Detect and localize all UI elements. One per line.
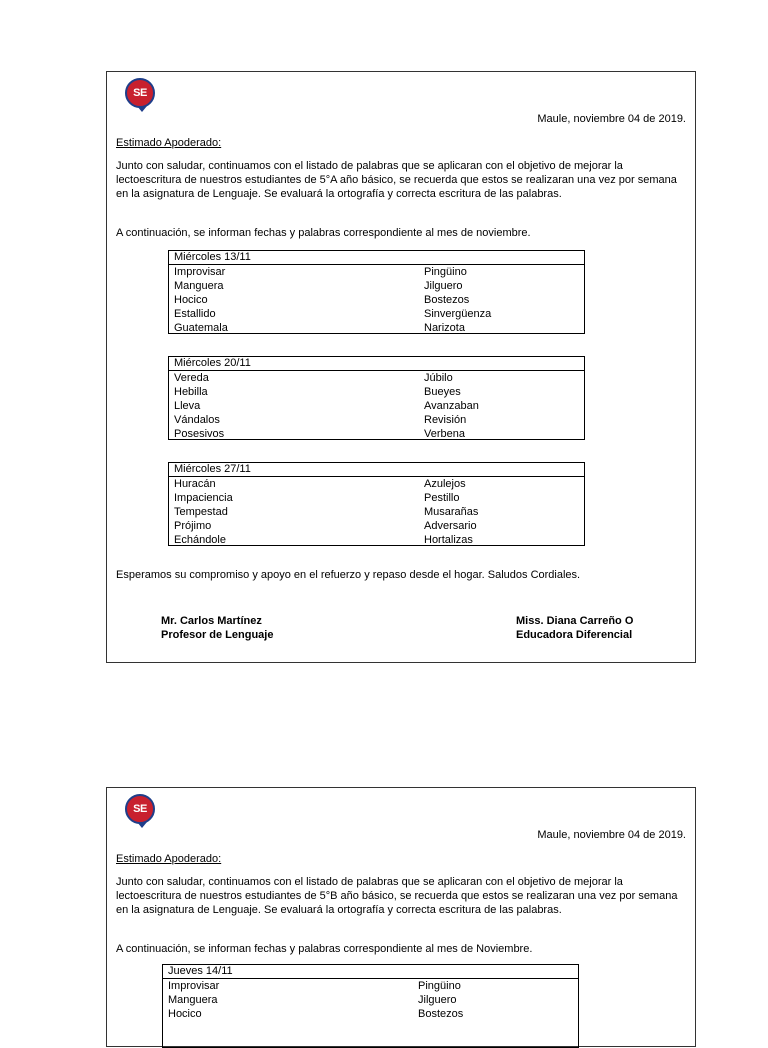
word: Manguera	[174, 280, 224, 292]
table-row	[169, 321, 584, 335]
table-header: Jueves 14/11	[163, 965, 578, 979]
word: Bostezos	[424, 294, 470, 306]
signature-role: Profesor de Lenguaje	[161, 629, 274, 641]
word: Echándole	[174, 534, 226, 546]
word: Lleva	[174, 400, 201, 412]
letter-date: Maule, noviembre 04 de 2019.	[537, 113, 686, 125]
table-header: Miércoles 13/11	[169, 251, 584, 265]
word: Estallido	[174, 308, 216, 320]
signature-right	[516, 614, 633, 642]
word-table	[168, 462, 585, 546]
word: Narizota	[424, 322, 465, 334]
table-row	[169, 399, 584, 413]
closing-text: Esperamos su compromiso y apoyo en el refuerzo y repaso desde el hogar. Saludos Cordiales.	[116, 569, 581, 581]
word: Improvisar	[168, 980, 220, 992]
word: Jilguero	[418, 994, 457, 1006]
word: Azulejos	[424, 478, 466, 490]
letter-date: Maule, noviembre 04 de 2019.	[537, 829, 686, 841]
word: Improvisar	[174, 266, 226, 278]
table-row	[169, 519, 584, 533]
table-row	[163, 993, 578, 1007]
letter-card-5b	[106, 787, 696, 1047]
word: Revisión	[424, 414, 467, 426]
word: Bostezos	[418, 1008, 464, 1020]
greeting: Estimado Apoderado:	[116, 853, 222, 865]
signature-name: Miss. Diana Carreño O	[516, 615, 634, 627]
word: Sinvergüenza	[424, 308, 492, 320]
word: Pestillo	[424, 492, 460, 504]
info-paragraph: A continuación, se informan fechas y palabras correspondiente al mes de Noviembre.	[116, 943, 533, 955]
word: Vándalos	[174, 414, 220, 426]
word: Pingüino	[424, 266, 467, 278]
word: Musarañas	[424, 506, 479, 518]
word: Hocico	[174, 294, 208, 306]
info-paragraph: A continuación, se informan fechas y palabras correspondiente al mes de noviembre.	[116, 227, 531, 239]
word: Impaciencia	[174, 492, 233, 504]
signature-name: Mr. Carlos Martínez	[161, 615, 262, 627]
table-header: Miércoles 27/11	[169, 463, 584, 477]
table-row	[169, 505, 584, 519]
table-row	[169, 491, 584, 505]
word: Posesivos	[174, 428, 225, 440]
word: Vereda	[174, 372, 209, 384]
word: Júbilo	[424, 372, 453, 384]
word: Prójimo	[174, 520, 212, 532]
logo-text: SE	[133, 803, 147, 815]
word: Tempestad	[174, 506, 228, 518]
logo-text: SE	[133, 87, 147, 99]
word: Jilguero	[424, 280, 463, 292]
signature-role: Educadora Diferencial	[516, 629, 633, 641]
word: Hebilla	[174, 386, 208, 398]
word: Hortalizas	[424, 534, 473, 546]
table-row	[169, 533, 584, 547]
greeting: Estimado Apoderado:	[116, 137, 222, 149]
school-logo	[125, 78, 155, 108]
table-row	[169, 477, 584, 491]
table-row	[169, 385, 584, 399]
school-logo	[125, 794, 155, 824]
intro-paragraph: Junto con saludar, continuamos con el listado de palabras que se aplicaran con el objetivo de mejorar la lectoescritura de nuestros estudiantes de 5°B año básico, se recuerda que estos se realizaran una vez por semana en la asignatura de Lenguaje. Se evaluará la ortografía y correcta escritura de las palabras.	[116, 876, 678, 916]
table-row	[163, 1007, 578, 1021]
word-table	[168, 356, 585, 440]
table-row	[169, 413, 584, 427]
table-row	[169, 265, 584, 279]
table-row	[169, 279, 584, 293]
word: Huracán	[174, 478, 216, 490]
intro-paragraph: Junto con saludar, continuamos con el listado de palabras que se aplicaran con el objetivo de mejorar la lectoescritura de nuestros estudiantes de 5°A año básico, se recuerda que estos se realizaran una vez por semana en la asignatura de Lenguaje. Se evaluará la ortografía y correcta escritura de las palabras.	[116, 160, 677, 200]
signature-left	[161, 614, 273, 642]
table-header: Miércoles 20/11	[169, 357, 584, 371]
table-row	[169, 427, 584, 441]
word: Verbena	[424, 428, 465, 440]
word-table	[168, 250, 585, 334]
table-row	[169, 371, 584, 385]
table-row	[169, 293, 584, 307]
word: Manguera	[168, 994, 218, 1006]
word: Bueyes	[424, 386, 461, 398]
word: Avanzaban	[424, 400, 479, 412]
table-row	[163, 979, 578, 993]
word-table	[162, 964, 579, 1048]
letter-card-5a	[106, 71, 696, 663]
word: Pingüino	[418, 980, 461, 992]
word: Guatemala	[174, 322, 228, 334]
word: Hocico	[168, 1008, 202, 1020]
table-row	[169, 307, 584, 321]
word: Adversario	[424, 520, 477, 532]
